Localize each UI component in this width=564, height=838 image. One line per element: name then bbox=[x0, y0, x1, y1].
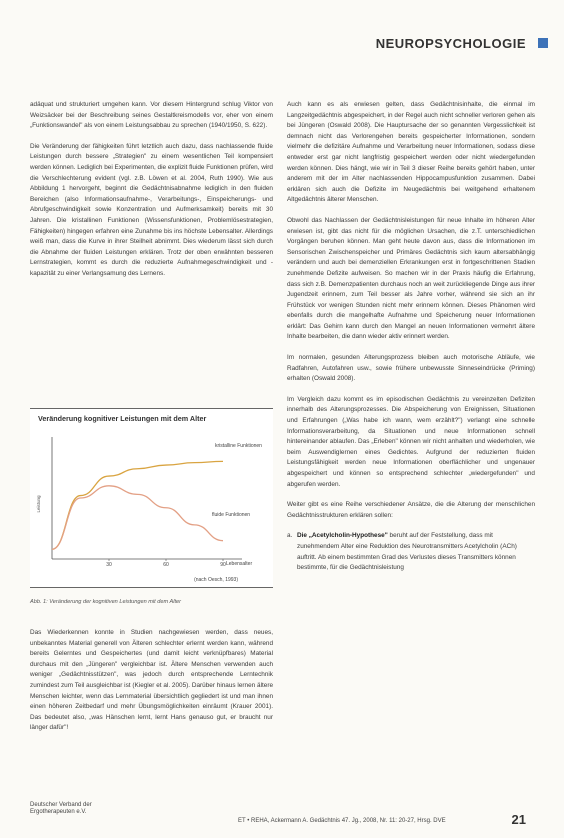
page-number: 21 bbox=[511, 812, 526, 827]
paragraph: adäquat und strukturiert umgehen kann. Vor diesem Hintergrund schlug Viktor von Weizsäcker bei der Beschreibung seines Gestaltkreismodells vor, eher von einem „Funktionswandel" als von einem Leistungsabbau zu sprechen (1940/1950, S. 622). bbox=[30, 101, 273, 130]
left-column-lower bbox=[30, 628, 273, 744]
paragraph: Das Wiederkennen konnte in Studien nachgewiesen werden, dass neues, unbekanntes Material generell von Älteren schlechter erlernt werden kann, während bereits Gelerntes und Gespeichertes (und damit leicht verknüpfbares) Material durchaus mit den „Jüngeren" vergleichbar ist. Ältere Menschen verwenden auch weniger „Gedächtnisstützen", was jedoch durch entsprechende Lerntechnik zumindest zum Teil ausgleichbar ist (Kiegler et al. 2005). Darüber hinaus lernen ältere Menschen leichter, wenn das Lernmaterial übersichtlich gegliedert ist und man ihnen einen höheren Zeitbedarf und mehr Übungsmöglichkeiten einräumt (Krauer 2001). Das bedeutet also, „was Hänschen lernt, lernt Hans genauso gut, er braucht nur länger dafür"! bbox=[30, 629, 273, 732]
figure bbox=[30, 408, 273, 588]
paragraph: Weiter gibt es eine Reihe verschiedener Ansätze, die die Alterung der menschlichen Gedächtnisstrukturen erklären sollen: bbox=[287, 501, 535, 519]
paragraph: Im normalen, gesunden Alterungsprozess bleiben auch motorische Abläufe, wie Radfahren, Autofahren usw., sowie frühere unbewusste Sinneseindrücke (Priming) erhalten (Oswald 2008). bbox=[287, 354, 535, 383]
left-column bbox=[30, 100, 273, 290]
paragraph: Die Veränderung der fähigkeiten führt letztlich auch dazu, dass nachlassende fluide Leistungen durch bessere „Strategien" zu einem wesentlichen Teil kompensiert werden können. Lediglich bei Experimenten, die explizit fluide Funktionen prüfen, wird die Verschlechterung evident (vgl. z.B. Löwen et al. 2004, Ruth 1990). Wie aus Abbildung 1 hervorgeht, beginnt die Gedächtnisabnahme lediglich in den fluiden Bereichen (also Informationsaufnahme-, Verarbeitungs-, Einspeicherungs- und Abrufgeschwindigkeit sowie Konzentration und Aufmerksamkeit) bereits mit 30 Jahren. Die kristallinen Funktionen (Wissensfunktionen, Problemlösestrategien, Fähigkeiten) hingegen erfahren eine Zunahme bis ins höchste Lebensalter. Allerdings weiß man, dass die Kurve in ihrer Steilheit abnimmt. Dies wiederum lässt sich durch die Abnahme der fluiden Leistungen erklären. Trotz der oben erwähnten besseren Lernstrategien, kommt es durch die reduzierte Aufnahmegeschwindigkeit und -kapazität zu einer Verlangsamung des Lernens. bbox=[30, 142, 273, 277]
series-line-1 bbox=[52, 486, 223, 549]
series-group bbox=[52, 461, 223, 549]
x-tick-label: 30 bbox=[106, 562, 112, 568]
paragraph: Im Vergleich dazu kommt es im episodischen Gedächtnis zu vereinzelten Defiziten innerhalb des Alterungsprozesses. Die Abspeicherung von Ereignissen, Situationen und Erfahrungen („Was habe ich wann, wem erzählt?") verlangt eine schnelle Informationsverarbeitung, da Situationen und neue Informationen schnell hintereinander ablaufen. Das „Erleben" können wir nicht anhalten und wiederholen, wie beim Auswendiglernen eines Gedichtes. Aufgrund der reduzierten fluiden Leistungsfähigkeit werden neue Informationen oberflächlicher und ungenauer abgespeichert und können so entsprechend schlechter „wiedergefunden" und abgerufen werden. bbox=[287, 395, 535, 488]
right-column bbox=[287, 100, 535, 574]
x-tick-label: 60 bbox=[163, 562, 169, 568]
footer-organization bbox=[30, 802, 92, 816]
x-axis-label: Lebensalter bbox=[226, 561, 253, 567]
list-marker: a. bbox=[287, 532, 293, 540]
list-lead: Die „Acetylcholin-Hypothese" bbox=[297, 532, 388, 540]
tick-group bbox=[106, 559, 226, 568]
x-tick-label: 90 bbox=[220, 562, 226, 568]
series-line-0 bbox=[52, 461, 223, 549]
list-text bbox=[297, 531, 535, 573]
y-axis-label: Leistung bbox=[36, 495, 41, 513]
figure-caption: Abb. 1: Veränderung der kognitiven Leistungen mit dem Alter bbox=[30, 599, 182, 605]
list-body: beruht auf der Feststellung, dass mit zunehmendem Alter eine Reduktion des Neurotransmitters Acetylcholin (ACh) auftritt. Ab einem bestimmten Grad des Verlustes dieses Transmitters können bestimmte, für die Gedächtnisleistung bbox=[297, 532, 517, 572]
paragraph: Auch kann es als erwiesen gelten, dass Gedächtnisinhalte, die einmal im Langzeitgedächtnis abgespeichert, in der Regel auch nicht schneller verloren gehen als bei Jüngeren (Oswald 2008). Die Hauptursache der so genannten Vergesslichkeit ist demnach nicht das Verlorengehen bereits gespeicherter Informationen, sondern vielmehr die defizitäre Aufnahme und Verarbeitung neuer Informationen, sodass diese entweder erst gar nicht langfristig gespeichert werden oder nicht wiedergefunden werden können. Dies hängt, wie wir in Teil 3 dieser Reihe bereits gehört haben, unter anderem mit der im Alter nachlassenden Hippocampusfunktion zusammen. Dabei erklären sich auch die Defizite im Neugedächtnis bei weitgehend erhaltenem Altgedächtnis älterer Menschen. bbox=[287, 101, 535, 204]
source-note: (nach Oesch, 1993) bbox=[194, 577, 238, 583]
footer-org-line: Ergotherapeuten e.V. bbox=[30, 809, 87, 815]
list-item bbox=[287, 531, 535, 573]
line-chart bbox=[30, 409, 273, 587]
footer-org-line: Deutscher Verband der bbox=[30, 802, 92, 808]
series-label-fluid: fluide Funktionen bbox=[212, 512, 251, 518]
footer-citation: ET • REHA, Ackermann A. Gedächtnis 47. Jg., 2008, Nr. 11: 20-27, Hrsg. DVE bbox=[238, 818, 446, 824]
paragraph: Obwohl das Nachlassen der Gedächtnisleistungen für neue Inhalte im höheren Alter erwiesen ist, gibt das nicht für die möglichen Ursachen, die z.T. unterschiedlichen Vorgängen beruhen können. Man geht heute davon aus, dass die Informationen im Sensorischen Zwischenspeicher und Primäres Gedächtnis sich kaum altersabhängig verändern und auch bei demenziellen Erkrankungen erst in fortgeschrittenen Stadien zunehmende Defizite aufweisen. So machen wir in der Praxis häufig die Erfahrung, dass sich z.B. Demenzpatienten durchaus noch an weit zurückliegende Dinge aus ihrer Jugendzeit erinnern, zum Teil besser als Jahre vorher, während sie sich an ihr Frühstück vor wenigen Stunden nicht mehr erinnern können. Dieses Phänomen wird ebenfalls durch die mangelhafte Aufnahme und Speicherung neuer Informationen erklärt: Das Gehirn kann durch den Mangel an neuen Informationen vermehrt ältere Inhalte bearbeiten, die dann wieder aktiv erinnert werden. bbox=[287, 216, 535, 341]
series-label-crystalline: kristalline Funktionen bbox=[215, 443, 262, 449]
section-marker bbox=[538, 38, 548, 48]
section-title: NEUROPSYCHOLOGIE bbox=[375, 36, 526, 51]
figure-title: Veränderung kognitiver Leistungen mit dem Alter bbox=[38, 414, 207, 423]
